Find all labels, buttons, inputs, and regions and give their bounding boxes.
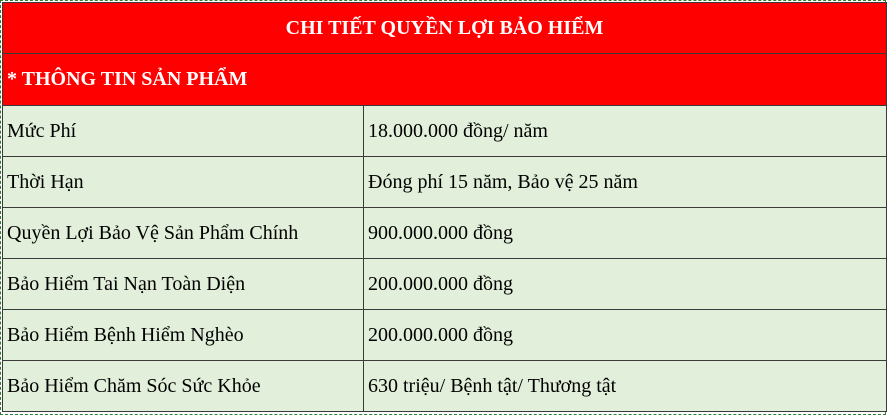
row-label[interactable]: Thời Hạn [3, 157, 364, 208]
table-row [3, 310, 887, 361]
row-value[interactable]: 18.000.000 đồng/ năm [364, 106, 887, 157]
section-header: * THÔNG TIN SẢN PHẨM [3, 54, 887, 106]
row-label[interactable]: Mức Phí [3, 106, 364, 157]
row-label[interactable]: Bảo Hiểm Bệnh Hiểm Nghèo [3, 310, 364, 361]
title-row [3, 3, 887, 54]
table-row [3, 361, 887, 412]
row-label[interactable]: Bảo Hiểm Tai Nạn Toàn Diện [3, 259, 364, 310]
row-value[interactable]: 630 triệu/ Bệnh tật/ Thương tật [364, 361, 887, 412]
table-row [3, 208, 887, 259]
table-row [3, 259, 887, 310]
table-title: CHI TIẾT QUYỀN LỢI BẢO HIỂM [3, 3, 887, 54]
row-value[interactable]: 900.000.000 đồng [364, 208, 887, 259]
row-value[interactable]: 200.000.000 đồng [364, 259, 887, 310]
row-value[interactable]: Đóng phí 15 năm, Bảo vệ 25 năm [364, 157, 887, 208]
table-row [3, 106, 887, 157]
row-label[interactable]: Quyền Lợi Bảo Vệ Sản Phẩm Chính [3, 208, 364, 259]
row-label[interactable]: Bảo Hiểm Chăm Sóc Sức Khỏe [3, 361, 364, 412]
row-value[interactable]: 200.000.000 đồng [364, 310, 887, 361]
section-row [3, 54, 887, 106]
benefits-table [2, 2, 887, 412]
table-row [3, 157, 887, 208]
